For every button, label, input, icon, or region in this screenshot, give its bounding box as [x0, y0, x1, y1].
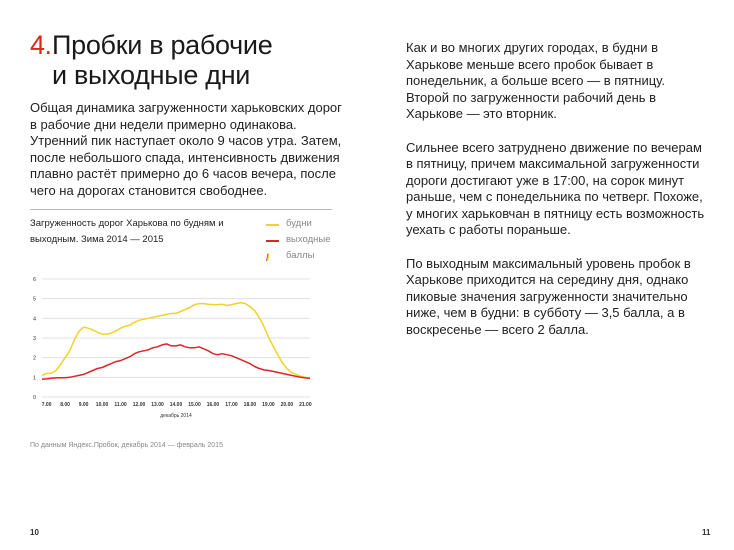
y-tick-label: 6 — [33, 277, 37, 283]
x-tick-label: 10.00 — [95, 402, 109, 408]
legend-swatch-points: // — [266, 253, 268, 264]
chart-top-rule — [30, 209, 332, 210]
legend-item-points — [266, 248, 331, 264]
intro-paragraph: Общая динамика загруженности харьковских дорог в рабочие дни недели примерно одинакова. Утренний пик наступает около 9 часов утра. Затем, после небольшого спада, интенсивность движения плавно растёт примерно до 6 часов вечера, после чего на дорогах становится свободнее. — [30, 100, 342, 198]
legend-item-weekend — [266, 232, 331, 248]
x-tick-label: 12.00 — [132, 402, 146, 408]
x-tick-label: 18.00 — [243, 402, 257, 408]
right-paragraph-1: Как и во многих других городах, в будни в Харькове меньше всего пробок бывает в понедельник, а больше всего — в пятницу. Второй по загруженности рабочий день в Харькове — это вторник. — [406, 40, 665, 121]
x-tick-label: 13.00 — [151, 402, 164, 408]
x-tick-label: 20.00 — [280, 402, 294, 408]
legend-swatch-weekday — [266, 224, 279, 226]
title-line-1: Пробки в рабочие — [52, 30, 273, 60]
legend-item-weekday — [266, 216, 331, 232]
x-tick-label: 14.00 — [169, 402, 183, 408]
y-tick-label: 1 — [33, 375, 37, 382]
series-line-weekend — [42, 344, 310, 379]
x-tick-label: 17.00 — [225, 402, 238, 408]
section-number: 4. — [30, 30, 52, 60]
y-tick-label: 5 — [33, 296, 37, 303]
legend-label-points: баллы — [286, 250, 315, 261]
page-title — [30, 30, 360, 90]
x-tick-label: 11.00 — [114, 402, 127, 408]
right-column-text — [406, 40, 706, 355]
x-tick-label: 9.00 — [78, 402, 89, 408]
traffic-chart — [30, 209, 332, 437]
legend-label-weekend: выходные — [286, 234, 331, 245]
x-tick-label: 8.00 — [60, 402, 70, 408]
x-tick-label: 15.00 — [188, 402, 201, 408]
y-tick-label: 2 — [33, 355, 37, 362]
right-paragraph-2: Сильнее всего затруднено движение по вечерам в пятницу, причем максимальной загруженности дороги достигают уже в 17:00, на сорок минут раньше, чем с понедельника по четверг. Похоже, у многих харьковчан в пятницу есть возможность уехать с работы пораньше. — [406, 139, 705, 237]
chart-legend — [266, 216, 331, 264]
page-heading-block — [30, 30, 360, 90]
x-tick-label: 7.00 — [41, 402, 52, 408]
x-tick-label: 16.00 — [206, 402, 220, 408]
chart-title: Загруженность дорог Харькова по будням и выходным. Зима 2014 — 2015 — [30, 218, 224, 245]
y-tick-label: 0 — [33, 395, 37, 401]
title-line-2: и выходные дни — [52, 60, 251, 90]
page-number-left: 10 — [30, 528, 39, 537]
legend-label-weekday: будни — [286, 218, 312, 229]
legend-swatch-weekend — [266, 240, 279, 242]
series-line-weekday — [42, 303, 310, 379]
y-tick-label: 3 — [33, 336, 37, 342]
x-tick-label: 21.00 — [299, 402, 312, 408]
x-axis-label: декабрь 2014 — [160, 413, 192, 419]
chart-plot-area — [30, 269, 332, 437]
page-number-right: 11 — [702, 528, 711, 537]
chart-source-note: По данным Яндекс.Пробок, декабрь 2014 — февраль 2015 — [30, 442, 223, 449]
right-paragraph-3: По выходным максимальный уровень пробок в Харькове приходится на середину дня, однако пиковые значения загруженности значительно ниже, чем в будни: в субботу — 3,5 балла, а в воскресенье — всего 2 балла. — [406, 255, 691, 337]
x-tick-label: 19.00 — [262, 402, 275, 408]
y-tick-label: 4 — [33, 316, 37, 323]
